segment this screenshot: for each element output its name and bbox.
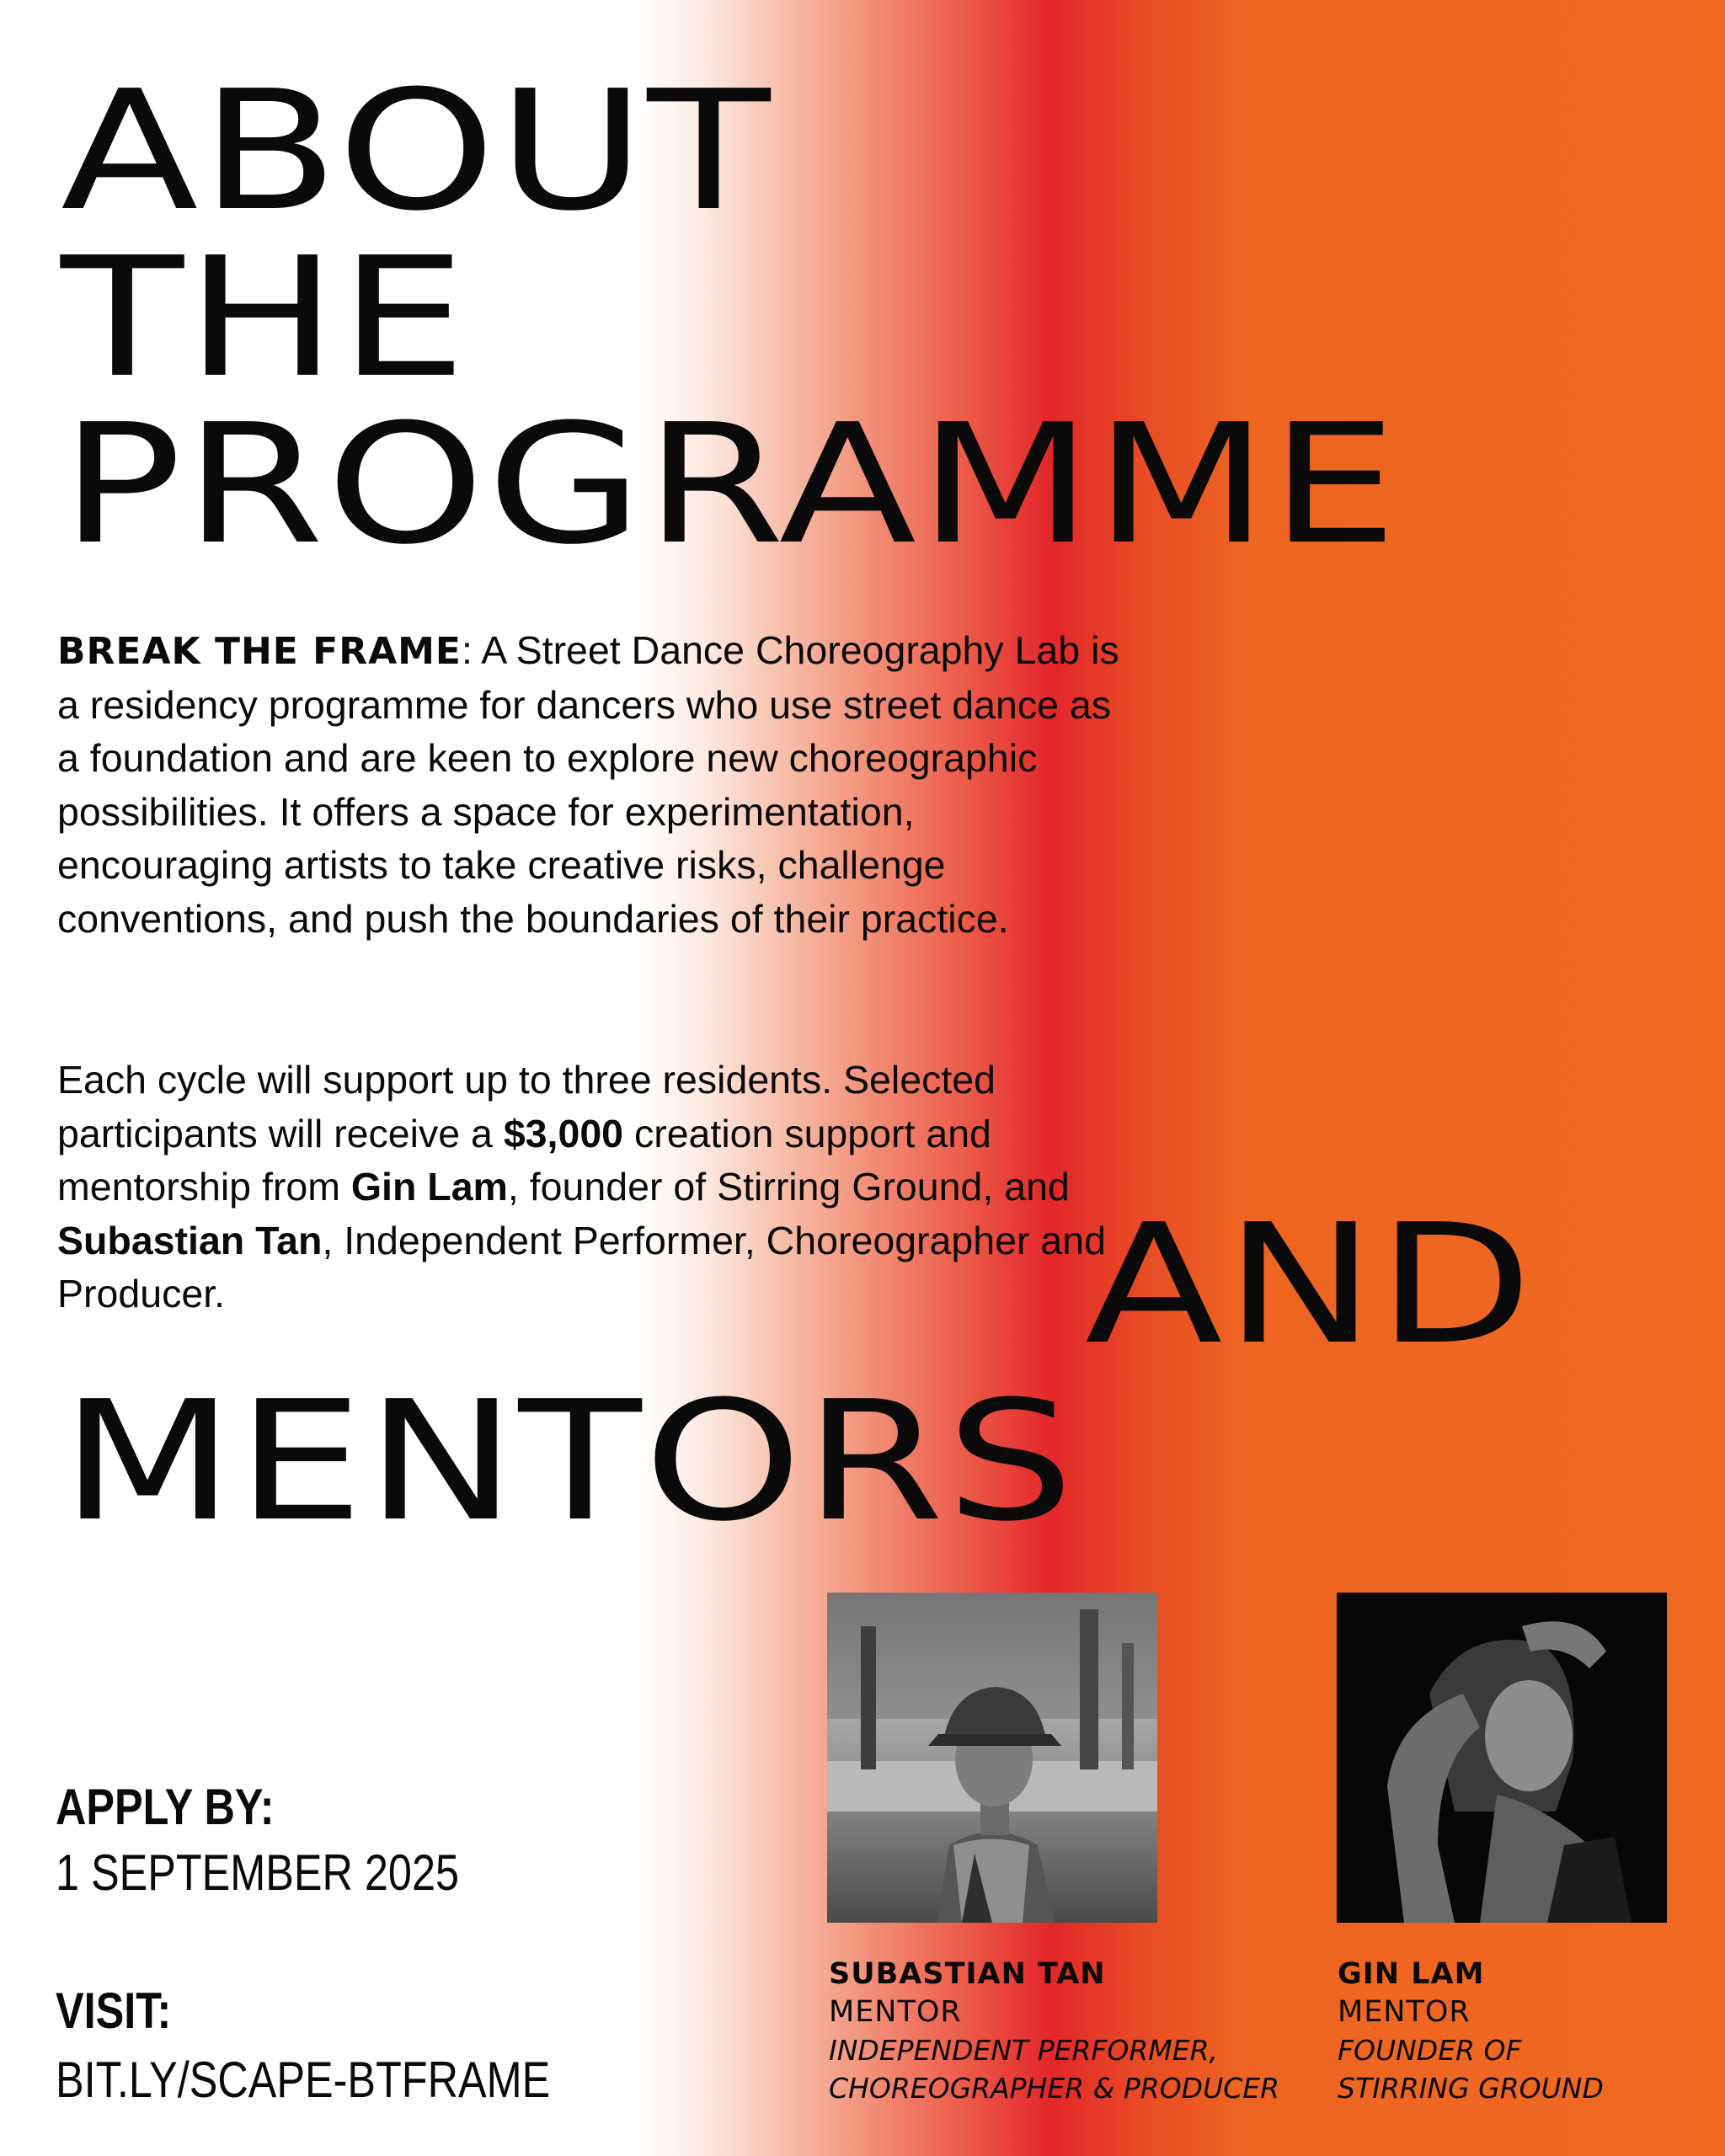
apply-by-date: 1 SEPTEMBER 2025 [56,1844,460,1901]
headline-about: ABOUT [61,56,772,248]
gin-lam-photo [1337,1593,1667,1923]
apply-by-label: APPLY BY: [56,1779,275,1835]
mentor-description-line: FOUNDER OF [1338,2034,1522,2067]
mentor-name: SUBASTIAN TAN [829,1957,1106,1991]
mentor-role: MENTOR [1338,1995,1471,2029]
visit-label: VISIT: [56,1983,172,2039]
details-text-4: , Independent Performer, Choreographer and Producer. [57,1218,1106,1315]
visit-url[interactable]: BIT.LY/SCAPE-BTFRAME [56,2052,551,2108]
details-text-2: creation support and mentorship from [57,1111,991,1209]
details-text-1: Each cycle will support up to three residents. Selected participants will receive a [57,1058,996,1155]
subastian-tan-photo [827,1593,1157,1923]
support-amount: $3,000 [503,1111,624,1155]
programme-name: BREAK THE FRAME [57,630,462,673]
mentor-description-line: STIRRING GROUND [1338,2072,1604,2105]
mentor-description-line: CHOREOGRAPHER & PRODUCER [829,2072,1280,2105]
mentor-caption-subastian [829,1956,1279,2107]
mentor-name-gin: Gin Lam [350,1165,508,1209]
headline-and: AND [1085,1189,1535,1381]
intro-paragraph [57,624,1135,946]
headline-the: THE [61,222,469,414]
details-text-3: , founder of Stirring Ground, and [507,1165,1070,1209]
mentor-caption-gin [1338,1956,1604,2107]
mentor-role: MENTOR [829,1995,962,2029]
intro-text: : A Street Dance Choreography Lab is a residency programme for dancers who use street dance as a foundation and are keen to explore new choreographic possibilities. It offers a space for experimentation, encouraging artists to take creative risks, challenge conventions, and push the boundaries of their practice. [57,628,1119,941]
mentor-description-line: INDEPENDENT PERFORMER, [829,2034,1219,2067]
headline-programme: PROGRAMME [61,389,1400,581]
details-paragraph [57,1054,1135,1321]
mentor-name-subastian: Subastian Tan [57,1218,323,1262]
headline-mentors: MENTORS [61,1366,1076,1558]
mentor-name: GIN LAM [1338,1957,1485,1991]
